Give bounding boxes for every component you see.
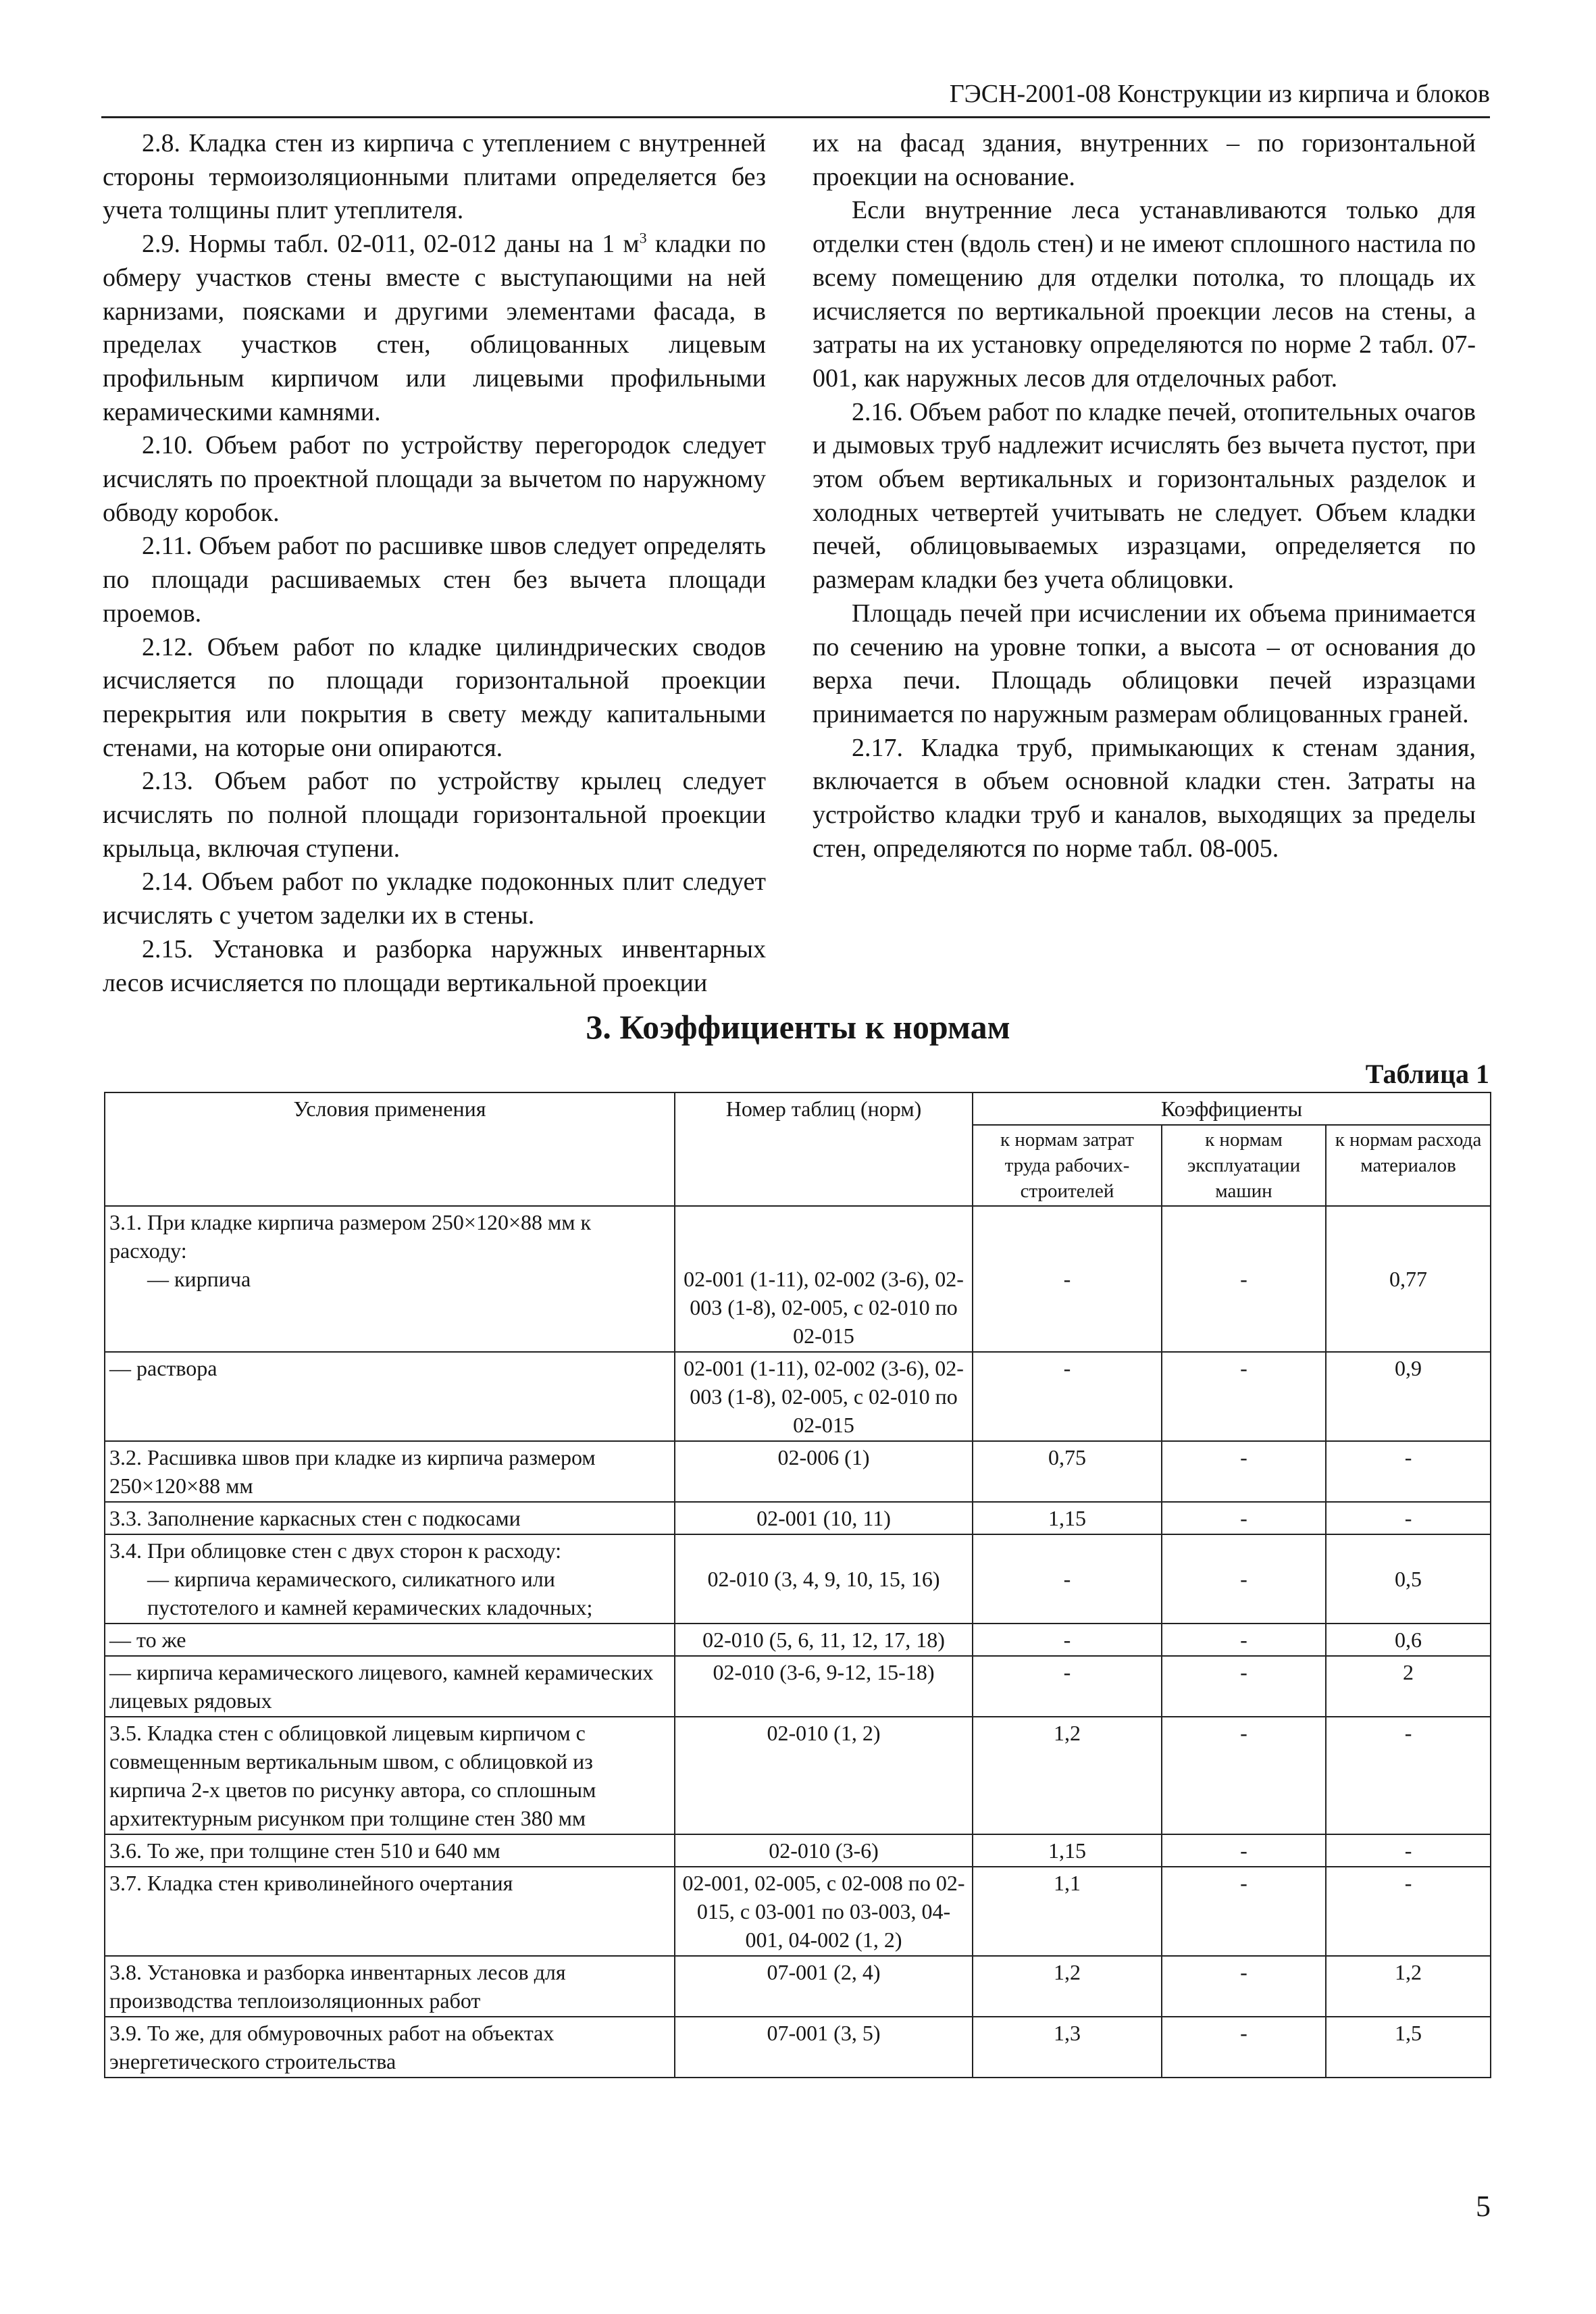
running-header: ГЭСН-2001-08 Конструкции из кирпича и блоков: [101, 76, 1490, 118]
paragraph-2-8: 2.8. Кладка стен из кирпича с утеплением с внутренней стороны термоизоляционными плитами определяется без учета толщины плит утеплителя.: [103, 129, 766, 225]
table-row: [105, 1534, 1491, 1624]
condition-cell: 3.6. То же, при толщине стен 510 и 640 мм: [105, 1834, 675, 1867]
table-caption: Таблица 1: [1365, 1059, 1489, 1089]
table-row: [105, 1834, 1491, 1867]
number-cell: 02-001 (1-11), 02-002 (3-6), 02-003 (1-8), 02-005, с 02-010 по 02-015: [675, 1206, 973, 1352]
paragraph-stove-area: Площадь печей при исчислении их объема принимается по сечению на уровне топки, а высота – от основания до верха печи. Площадь облицовки печей изразцами принимается по наружным размерам облицованных граней.: [813, 599, 1476, 728]
table-row: [105, 2017, 1491, 2078]
materials-cell: 0,5: [1326, 1534, 1491, 1624]
condition-cell: 3.5. Кладка стен с облицовкой лицевым кирпичом с совмещенным вертикальным швом, с облицовкой из кирпича 2-х цветов по рисунку автора, со сплошным архитектурным рисунком при толщине стен 380 мм: [105, 1717, 675, 1834]
number-cell: 02-010 (3-6): [675, 1834, 973, 1867]
page-number: 5: [1476, 2190, 1491, 2223]
materials-cell: 1,5: [1326, 2017, 1491, 2078]
labor-cell: 1,15: [973, 1502, 1162, 1534]
labor-cell: 1,2: [973, 1956, 1162, 2017]
table-row: [105, 1717, 1491, 1834]
labor-cell: -: [973, 1624, 1162, 1656]
labor-cell: 1,2: [973, 1717, 1162, 1834]
table-row: [105, 1624, 1491, 1656]
labor-cell: 1,15: [973, 1834, 1162, 1867]
number-cell: 02-010 (3-6, 9-12, 15-18): [675, 1656, 973, 1717]
superscript-cube: 3: [639, 229, 647, 247]
header-machines: к нормам эксплуатации машин: [1162, 1125, 1326, 1206]
condition-cell: [105, 1206, 675, 1352]
number-cell: 02-010 (1, 2): [675, 1717, 973, 1834]
condition-cell: — кирпича керамического лицевого, камней керамических лицевых рядовых: [105, 1656, 675, 1717]
header-coefficients: Коэффициенты: [973, 1092, 1491, 1125]
materials-cell: 0,77: [1326, 1206, 1491, 1352]
number-cell: 02-001 (10, 11): [675, 1502, 973, 1534]
machines-cell: -: [1162, 1206, 1326, 1352]
header-conditions: Условия применения: [105, 1092, 675, 1206]
labor-cell: -: [973, 1206, 1162, 1352]
machines-cell: -: [1162, 1502, 1326, 1534]
materials-cell: -: [1326, 1867, 1491, 1956]
condition-cell: — то же: [105, 1624, 675, 1656]
condition-cell: — раствора: [105, 1352, 675, 1441]
machines-cell: -: [1162, 1441, 1326, 1502]
machines-cell: -: [1162, 1656, 1326, 1717]
paragraph-2-14: 2.14. Объем работ по укладке подоконных плит следует исчислять с учетом заделки их в стены.: [103, 867, 766, 930]
machines-cell: -: [1162, 1624, 1326, 1656]
materials-cell: 1,2: [1326, 1956, 1491, 2017]
right-text-column: [813, 127, 1476, 865]
paragraph-2-17: 2.17. Кладка труб, примыкающих к стенам здания, включается в объем основной кладки стен. Затраты на устройство кладки труб и каналов, выходящих за пределы стен, определяются по норме табл. 08-005.: [813, 733, 1476, 863]
number-cell: 02-010 (3, 4, 9, 10, 15, 16): [675, 1534, 973, 1624]
paragraph-2-16: 2.16. Объем работ по кладке печей, отопительных очагов и дымовых труб надлежит исчислять без вычета пустот, при этом объем вертикальных и горизонтальных разделок и холодных четвертей учитывать не следует. Объем кладки печей, облицовываемых изразцами, определяется по размерам кладки без учета облицовки.: [813, 397, 1476, 595]
table-row: [105, 1867, 1491, 1956]
header-labor: к нормам затрат труда рабочих-строителей: [973, 1125, 1162, 1206]
paragraph-2-11: 2.11. Объем работ по расшивке швов следует определять по площади расшиваемых стен без вычета площади проемов.: [103, 532, 766, 628]
materials-cell: 2: [1326, 1656, 1491, 1717]
machines-cell: -: [1162, 1534, 1326, 1624]
section-title: 3. Коэффициенты к нормам: [586, 1008, 1010, 1046]
table-row: [105, 1502, 1491, 1534]
paragraph-internal-scaffold: Если внутренние леса устанавливаются только для отделки стен (вдоль стен) и не имеют сплошного настила по всему помещению для отделки потолка, то площадь их исчисляется по вертикальной проекции лесов на стены, а затраты на их установку определяются по норме 2 табл. 07-001, как наружных лесов для отделочных работ.: [813, 196, 1476, 393]
number-cell: 02-010 (5, 6, 11, 12, 17, 18): [675, 1624, 973, 1656]
row-title: 3.1. При кладке кирпича размером 250×120×88 мм к расходу:: [109, 1210, 592, 1263]
condition-cell: [105, 1534, 675, 1624]
condition-cell: 3.7. Кладка стен криволинейного очертания: [105, 1867, 675, 1956]
sub-item: — кирпича: [147, 1267, 251, 1291]
table-header-row: [105, 1092, 1491, 1125]
labor-cell: -: [973, 1656, 1162, 1717]
machines-cell: -: [1162, 1956, 1326, 2017]
number-cell: 02-001 (1-11), 02-002 (3-6), 02-003 (1-8), 02-005, с 02-010 по 02-015: [675, 1352, 973, 1441]
number-cell: 02-001, 02-005, с 02-008 по 02-015, с 03-001 по 03-003, 04-001, 04-002 (1, 2): [675, 1867, 973, 1956]
materials-cell: 0,6: [1326, 1624, 1491, 1656]
labor-cell: -: [973, 1352, 1162, 1441]
machines-cell: -: [1162, 1717, 1326, 1834]
materials-cell: -: [1326, 1441, 1491, 1502]
paragraph-2-15-cont: их на фасад здания, внутренних – по горизонтальной проекции на основание.: [813, 129, 1476, 191]
machines-cell: -: [1162, 1352, 1326, 1441]
materials-cell: -: [1326, 1717, 1491, 1834]
machines-cell: -: [1162, 2017, 1326, 2078]
labor-cell: 1,1: [973, 1867, 1162, 1956]
paragraph-2-9: 2.9. Нормы табл. 02-011, 02-012 даны на 1 $м^3$ кладки по обмеру участков стены вместе с выступающими на ней карнизами, поясками и другими элементами фасада, в пределах участков стен, облицованных лицевым профильным кирпичом или лицевыми профильными керамическими камнями.: [103, 229, 766, 426]
number-cell: 07-001 (3, 5): [675, 2017, 973, 2078]
coefficients-table: [104, 1092, 1491, 2078]
number-cell: 07-001 (2, 4): [675, 1956, 973, 2017]
table-row: [105, 1956, 1491, 2017]
machines-cell: -: [1162, 1834, 1326, 1867]
table-row: [105, 1206, 1491, 1352]
table-row: [105, 1441, 1491, 1502]
paragraph-2-12: 2.12. Объем работ по кладке цилиндрических сводов исчисляется по площади горизонтальной проекции перекрытия или покрытия в свету между капитальными стенами, на которые они опираются.: [103, 632, 766, 762]
materials-cell: -: [1326, 1502, 1491, 1534]
condition-cell: 3.8. Установка и разборка инвентарных лесов для производства теплоизоляционных работ: [105, 1956, 675, 2017]
header-materials: к нормам расхода материалов: [1326, 1125, 1491, 1206]
row-title: 3.4. При облицовке стен с двух сторон к расходу:: [109, 1538, 562, 1563]
paragraph-2-13: 2.13. Объем работ по устройству крылец следует исчислять по полной площади горизонтальной проекции крыльца, включая ступени.: [103, 767, 766, 863]
header-table-number: Номер таблиц (норм): [675, 1092, 973, 1206]
labor-cell: -: [973, 1534, 1162, 1624]
paragraph-2-10: 2.10. Объем работ по устройству перегородок следует исчислять по проектной площади за вычетом по наружному обводу коробок.: [103, 431, 766, 527]
condition-cell: 3.3. Заполнение каркасных стен с подкосами: [105, 1502, 675, 1534]
sub-item: — кирпича керамического, силикатного или пустотелого и камней керамических кладочных;: [147, 1567, 593, 1619]
condition-cell: 3.2. Расшивка швов при кладке из кирпича размером 250×120×88 мм: [105, 1441, 675, 1502]
table-row: [105, 1656, 1491, 1717]
number-cell: 02-006 (1): [675, 1441, 973, 1502]
materials-cell: 0,9: [1326, 1352, 1491, 1441]
labor-cell: 1,3: [973, 2017, 1162, 2078]
labor-cell: 0,75: [973, 1441, 1162, 1502]
machines-cell: -: [1162, 1867, 1326, 1956]
paragraph-2-15: 2.15. Установка и разборка наружных инвентарных лесов исчисляется по площади вертикальной проекции: [103, 934, 766, 997]
materials-cell: -: [1326, 1834, 1491, 1867]
condition-cell: 3.9. То же, для обмуровочных работ на объектах энергетического строительства: [105, 2017, 675, 2078]
table-row: [105, 1352, 1491, 1441]
left-text-column: [103, 127, 766, 1000]
